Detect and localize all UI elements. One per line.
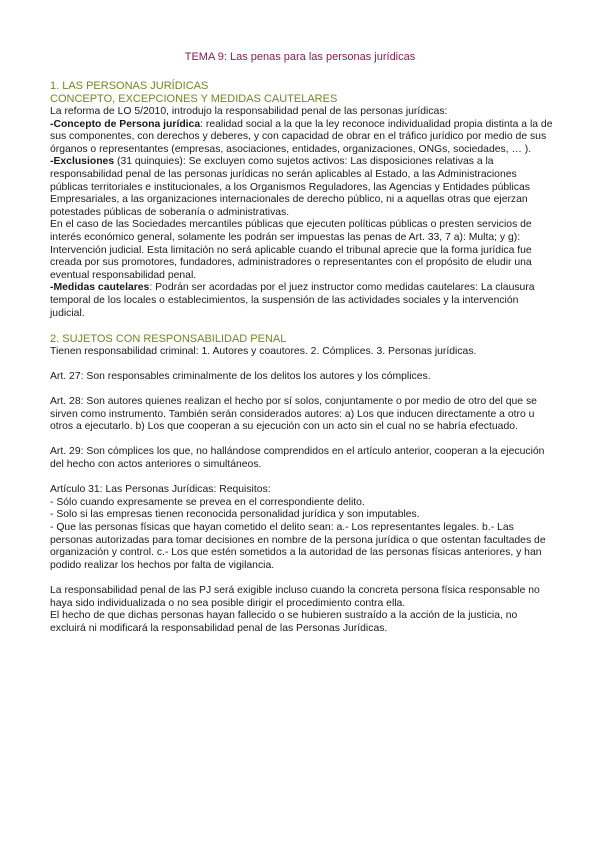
section1-subheading: CONCEPTO, EXCEPCIONES Y MEDIDAS CAUTELARES <box>50 93 338 105</box>
medidas-label: -Medidas cautelares <box>50 282 150 294</box>
requirement-item: - Que las personas físicas que hayan cometido el delito sean: a.- Los representantes legales. b.- Las personas autorizadas para tomar decisiones en nombre de la persona jurídica o que ostentan facultades de organización y control. c.- Los que estén sometidos a la autoridad de las personas físicas anteriores, y han podido realizar los hechos por falta de vigilancia. <box>50 522 546 571</box>
section2-heading: 2. SUJETOS CON RESPONSABILIDAD PENAL <box>50 332 287 345</box>
section2-intro: Tienen responsabilidad criminal: 1. Autores y coautores. 2. Cómplices. 3. Personas jurídicas. <box>50 345 477 357</box>
exclusiones-text: (31 quinquies): Se excluyen como sujetos activos: Las disposiciones relativas a la responsabilidad penal de las personas jurídicas no serán aplicables al Estado, a las Administraciones públicas territoriales e institucionales, a los Organismos Reguladores, las Agencias y Entidades públicas Empresariales, a las organizaciones internacionales de derecho público, ni a aquellas otras que ejerzan potestades públicas de soberanía o administrativas. <box>50 156 530 218</box>
concepto-label: -Concepto de Persona jurídica <box>50 118 201 130</box>
medidas-paragraph <box>50 282 554 320</box>
art27-paragraph: Art. 27: Son responsables criminalmente de los delitos los autores y los cómplices. <box>50 370 431 382</box>
requirement-item: - Sólo cuando expresamente se prevea en el correspondiente delito. <box>50 496 365 508</box>
requirement-item: - Solo si las empresas tienen reconocida personalidad jurídica y son imputables. <box>50 509 420 521</box>
exclusiones-label: -Exclusiones <box>50 156 115 168</box>
art29-paragraph: Art. 29: Son cómplices los que, no hallándose comprendidos en el artículo anterior, cooperan a la ejecución del hecho con actos anteriores o simultáneos. <box>50 446 545 471</box>
art28-paragraph: Art. 28: Son autores quienes realizan el hecho por sí solos, conjuntamente o por medio de otro del que se sirven como instrumento. También serán considerados autores: a) Los que inducen directamente a otro u otros a ejecutarlo. b) Los que cooperan a su ejecución con un acto sin el cual no se habría efectuado. <box>50 396 537 433</box>
concepto-text: : realidad social a la que la ley reconoce individualidad propia distinta a la de sus componentes, con derechos y deberes, y con capacidad de obrar en el tráfico jurídico por medio de sus órganos o representantes (empresas, asociaciones, entidades, organizaciones, ONGs, sociedades, … ). <box>50 118 553 155</box>
section1-intro: La reforma de LO 5/2010, introdujo la responsabilidad penal de las personas jurídicas: <box>50 106 448 117</box>
section1-heading: 1. LAS PERSONAS JURÍDICAS <box>50 80 209 92</box>
exclusiones-paragraph <box>50 156 554 219</box>
final-paragraph: La responsabilidad penal de las PJ será exigible incluso cuando la concreta persona física responsable no haya sido individualizada o no sea posible dirigir el procedimiento contra ella. <box>50 584 540 609</box>
document-content <box>50 80 554 635</box>
medidas-text: : Podrán ser acordadas por el juez instructor como medidas cautelares: La clausura temporal de los locales o establecimientos, la suspensión de las actividades sociales y la intervención judicial. <box>50 282 535 319</box>
page-title: TEMA 9: Las penas para las personas jurídicas <box>184 51 416 63</box>
concepto-paragraph <box>50 119 554 157</box>
art31-title: Artículo 31: Las Personas Jurídicas: Requisitos: <box>50 484 271 496</box>
sociedades-paragraph: En el caso de las Sociedades mercantiles públicas que ejecuten políticas públicas o presten servicios de interés económico general, solamente les podrán ser impuestas las penas de Art. 33, 7 a): Multa; y g): Intervención judicial. Esta limitación no será aplicable cuando el tribunal aprecie que la forma jurídica fue creada por sus promotores, fundadores, administradores o representantes con el propósito de eludir una eventual responsabilidad penal. <box>50 219 532 281</box>
final-paragraph: El hecho de que dichas personas hayan fallecido o se hubieren sustraído a la acción de la justicia, no excluirá ni modificará la responsabilidad penal de las Personas Jurídicas. <box>50 610 518 634</box>
